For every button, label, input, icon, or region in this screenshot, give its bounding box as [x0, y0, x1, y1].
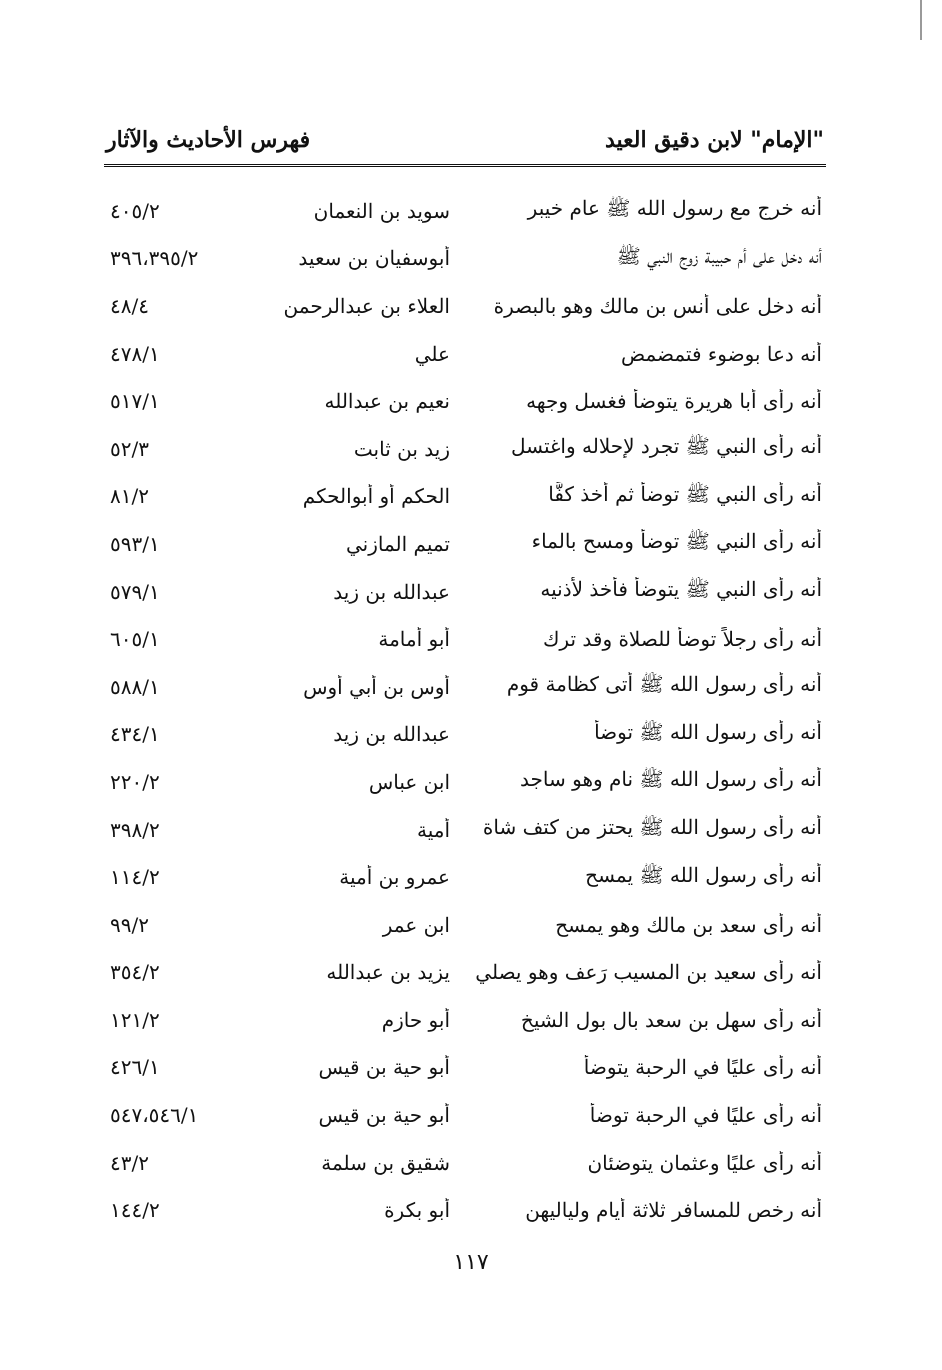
- volume-page-ref: ٤٣/٢: [110, 1150, 149, 1175]
- narrator: تميم المازني: [345, 531, 450, 556]
- hadith-text: أنه رأى سعيد بن المسيب رَعف وهو يصلي: [475, 960, 822, 985]
- hadith-text: أنه دخل على أم حبيبة زوج النبي ﷺ: [616, 243, 822, 268]
- index-row: [110, 425, 822, 473]
- book-title: "الإمام" لابن دقيق العيد: [604, 127, 824, 153]
- narrator: علي: [414, 341, 450, 366]
- narrator: أبو أمامة: [378, 627, 450, 652]
- index-row: [110, 949, 822, 997]
- section-title: فهرس الأحاديث والآثار: [106, 127, 311, 153]
- volume-page-ref: ٥٢/٣: [110, 436, 149, 461]
- page-number: ١١٧: [453, 1250, 489, 1275]
- index-row: [110, 996, 822, 1044]
- index-row: [110, 758, 822, 806]
- volume-page-ref: ٦٠٥/١: [110, 627, 160, 652]
- narrator: عمرو بن أمية: [339, 865, 450, 890]
- volume-page-ref: ٤٨/٤: [110, 293, 149, 318]
- hadith-text: أنه رأى عليًا وعثمان يتوضئان: [587, 1150, 822, 1175]
- index-row: [110, 235, 822, 283]
- hadith-text: أنه رأى سهل بن سعد بال بول الشيخ: [520, 1007, 822, 1032]
- narrator: الحكم أو أبوالحكم: [302, 484, 450, 509]
- narrator: أبوسفيان بن سعيد: [298, 246, 450, 271]
- volume-page-ref: ٥١٧/١: [110, 389, 160, 414]
- narrator: ابن عباس: [368, 769, 450, 794]
- narrator: أوس بن أبي أوس: [303, 674, 450, 699]
- narrator: أبو حازم: [381, 1007, 450, 1032]
- hadith-text: أنه رأى أبا هريرة يتوضأ فغسل وجهه: [526, 389, 822, 414]
- index-row: [110, 473, 822, 521]
- index-row: [110, 568, 822, 616]
- hadith-text: أنه خرج مع رسول الله ﷺ عام خيبر: [527, 196, 822, 221]
- index-row: [110, 1139, 822, 1187]
- volume-page-ref: ٤٣٤/١: [110, 722, 160, 747]
- volume-page-ref: ١٤٤/٢: [110, 1198, 160, 1223]
- volume-page-ref: ٥٧٩/١: [110, 579, 160, 604]
- scan-edge-mark: [920, 0, 922, 40]
- index-row: [110, 663, 822, 711]
- narrator: عبدالله بن زيد: [333, 722, 450, 747]
- hadith-text: أنه دعا بوضوء فتمضمض: [620, 341, 822, 366]
- volume-page-ref: ٩٩/٢: [110, 912, 149, 937]
- hadith-text: أنه رخص للمسافر ثلاثة أيام ولياليهن: [525, 1198, 822, 1223]
- volume-page-ref: ٥٨٨/١: [110, 674, 160, 699]
- hadith-text: أنه رأى عليًا في الرحبة يتوضأ: [583, 1055, 822, 1080]
- narrator: أبو بكرة: [384, 1198, 450, 1223]
- narrator: أبو حية بن قيس: [318, 1055, 450, 1080]
- narrator: أمية: [416, 817, 450, 842]
- hadith-text: أنه رأى رسول الله ﷺ نام وهو ساجد: [520, 767, 822, 792]
- narrator: ابن عمر: [382, 912, 450, 937]
- index-row: [110, 615, 822, 663]
- volume-page-ref: ٤٠٥/٢: [110, 198, 160, 223]
- volume-page-ref: ١١٤/٢: [110, 865, 160, 890]
- index-table: [110, 187, 822, 1234]
- volume-page-ref: ٨١/٢: [110, 484, 149, 509]
- index-row: [110, 282, 822, 330]
- running-header: [106, 120, 824, 160]
- index-row: [110, 853, 822, 901]
- narrator: شقيق بن سلمة: [321, 1150, 450, 1175]
- index-row: [110, 1091, 822, 1139]
- narrator: سويد بن النعمان: [313, 198, 450, 223]
- index-row: [110, 1186, 822, 1234]
- narrator: عبدالله بن زيد: [333, 579, 450, 604]
- volume-page-ref: ٣٩٨/٢: [110, 817, 160, 842]
- hadith-text: أنه دخل على أنس بن مالك وهو بالبصرة: [493, 293, 822, 318]
- hadith-text: أنه رأى رسول الله ﷺ توضأ: [594, 719, 822, 744]
- hadith-text: أنه رأى النبي ﷺ توضأ ومسح بالماء: [531, 529, 822, 554]
- narrator: نعيم بن عبدالله: [324, 389, 450, 414]
- index-row: [110, 520, 822, 568]
- narrator: يزيد بن عبدالله: [326, 960, 450, 985]
- hadith-text: أنه رأى رسول الله ﷺ يحتز من كتف شاة: [482, 815, 822, 840]
- hadith-text: أنه رأى رسول الله ﷺ يمسح: [585, 862, 822, 887]
- hadith-text: أنه رأى عليًا في الرحبة توضأ: [589, 1103, 822, 1128]
- volume-page-ref: ٥٤٧،٥٤٦/١: [110, 1103, 199, 1128]
- volume-page-ref: ٢٢٠/٢: [110, 769, 160, 794]
- volume-page-ref: ٣٩٦،٣٩٥/٢: [110, 246, 199, 271]
- index-row: [110, 330, 822, 378]
- narrator: زيد بن ثابت: [353, 436, 450, 461]
- volume-page-ref: ٤٢٦/١: [110, 1055, 160, 1080]
- narrator: العلاء بن عبدالرحمن: [283, 293, 450, 318]
- narrator: أبو حية بن قيس: [318, 1103, 450, 1128]
- hadith-text: أنه رأى رسول الله ﷺ أتى كظامة قوم: [506, 672, 822, 697]
- hadith-text: أنه رأى النبي ﷺ يتوضأ فأخذ لأذنيه: [540, 577, 822, 602]
- volume-page-ref: ١٢١/٢: [110, 1007, 160, 1032]
- index-row: [110, 187, 822, 235]
- volume-page-ref: ٣٥٤/٢: [110, 960, 160, 985]
- volume-page-ref: ٥٩٣/١: [110, 531, 160, 556]
- index-row: [110, 1044, 822, 1092]
- index-row: [110, 806, 822, 854]
- hadith-text: أنه رأى النبي ﷺ توضأ ثم أخذ كفًّا: [548, 481, 822, 506]
- hadith-text: أنه رأى سعد بن مالك وهو يمسح: [555, 912, 822, 937]
- index-row: [110, 377, 822, 425]
- header-rule: [104, 164, 826, 167]
- index-row: [110, 901, 822, 949]
- hadith-text: أنه رأى النبي ﷺ تجرد لإحلاله واغتسل: [510, 434, 822, 459]
- index-row: [110, 711, 822, 759]
- hadith-text: أنه رأى رجلاً توضأ للصلاة وقد ترك: [542, 627, 822, 652]
- volume-page-ref: ٤٧٨/١: [110, 341, 160, 366]
